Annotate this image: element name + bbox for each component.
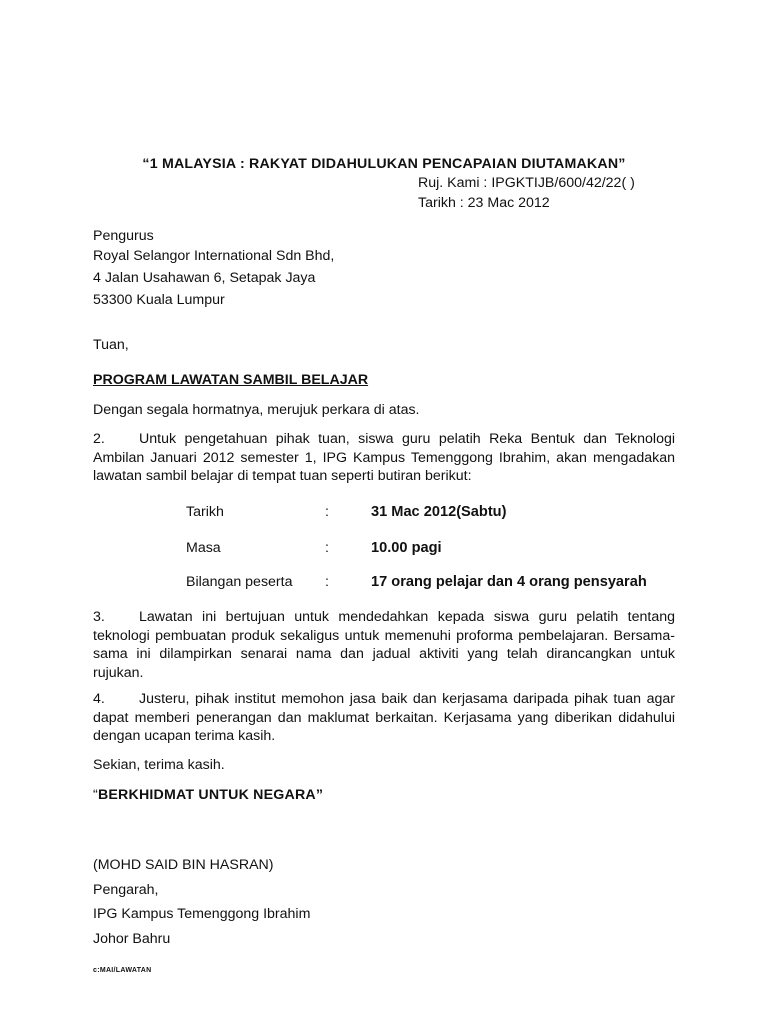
detail-colon: :: [325, 540, 329, 556]
paragraph-text: Justeru, pihak institut memohon jasa baik dan kerjasama daripada pihak tuan agar: [139, 691, 675, 707]
recipient-company: Royal Selangor International Sdn Bhd,: [93, 248, 335, 264]
slogan-text: BERKHIDMAT UNTUK NEGARA”: [97, 787, 324, 803]
paragraph-line: rujukan.: [93, 664, 144, 681]
detail-value: 17 orang pelajar dan 4 orang pensyarah: [371, 574, 647, 590]
paragraph-text: Untuk pengetahuan pihak tuan, siswa guru pelatih Reka Bentuk dan Teknologi: [139, 431, 675, 447]
detail-label: Tarikh: [186, 504, 224, 520]
signatory-city: Johor Bahru: [93, 930, 171, 947]
detail-label: Masa: [186, 540, 221, 556]
paragraph-line: teknologi pembuatan produk sekaligus untuk memenuhi proforma pembelajaran. Bersama-: [93, 627, 675, 644]
paragraph-4: [93, 690, 675, 746]
reference-block: [418, 173, 635, 213]
recipient-street: 4 Jalan Usahawan 6, Setapak Jaya: [93, 270, 316, 286]
paragraph-line: dengan ucapan terima kasih.: [93, 728, 276, 744]
paragraph-number: 4.: [93, 691, 105, 707]
paragraph-number: 2.: [93, 431, 105, 447]
recipient-title: Pengurus: [93, 228, 154, 244]
paragraph-line: sama ini dilampirkan senarai nama dan jadual aktiviti yang telah dirancangkan untuk: [93, 646, 675, 662]
letter-motto: “1 MALAYSIA : RAKYAT DIDAHULUKAN PENCAPAIAN DIUTAMAKAN”: [142, 156, 626, 172]
letter-date: Tarikh : 23 Mac 2012: [418, 195, 550, 211]
slogan-open-quote: “: [93, 787, 98, 803]
signatory-institution: IPG Kampus Temenggong Ibrahim: [93, 906, 311, 923]
paragraph-line: Ambilan Januari 2012 semester 1, IPG Kampus Temenggong Ibrahim, akan mengadakan: [93, 449, 675, 466]
paragraph-2: [93, 430, 675, 486]
detail-value: 10.00 pagi: [371, 540, 442, 556]
paragraph-text: Lawatan ini bertujuan untuk mendedahkan kepada siswa guru pelatih tentang: [139, 609, 675, 625]
paragraph-number: 3.: [93, 609, 105, 625]
detail-colon: :: [325, 574, 329, 590]
signatory-block: [93, 855, 310, 953]
recipient-city: 53300 Kuala Lumpur: [93, 292, 225, 308]
paragraph-3: [93, 608, 675, 682]
recipient-address: [93, 226, 334, 312]
paragraph-line: [93, 690, 675, 709]
paragraph-line: [93, 608, 675, 627]
slogan: [93, 787, 323, 803]
paragraph-line: dapat memberi penerangan dan maklumat berkaitan. Kerjasama yang diberikan didahului: [93, 709, 675, 726]
closing-line: Sekian, terima kasih.: [93, 757, 225, 773]
signatory-position: Pengarah,: [93, 881, 159, 898]
letter-subject: PROGRAM LAWATAN SAMBIL BELAJAR: [93, 372, 369, 388]
detail-value: 31 Mac 2012(Sabtu): [371, 504, 507, 520]
paragraph-line: [93, 430, 675, 449]
reference-number: Ruj. Kami : IPGKTIJB/600/42/22( ): [418, 175, 635, 191]
detail-colon: :: [325, 504, 329, 520]
footer-file-code: c:MAI/LAWATAN: [93, 967, 152, 974]
opening-sentence: Dengan segala hormatnya, merujuk perkara di atas.: [93, 402, 420, 418]
paragraph-line: lawatan sambil belajar di tempat tuan seperti butiran berikut:: [93, 468, 472, 484]
detail-label: Bilangan peserta: [186, 574, 293, 590]
salutation: Tuan,: [93, 337, 129, 353]
signatory-name: (MOHD SAID BIN HASRAN): [93, 857, 274, 873]
